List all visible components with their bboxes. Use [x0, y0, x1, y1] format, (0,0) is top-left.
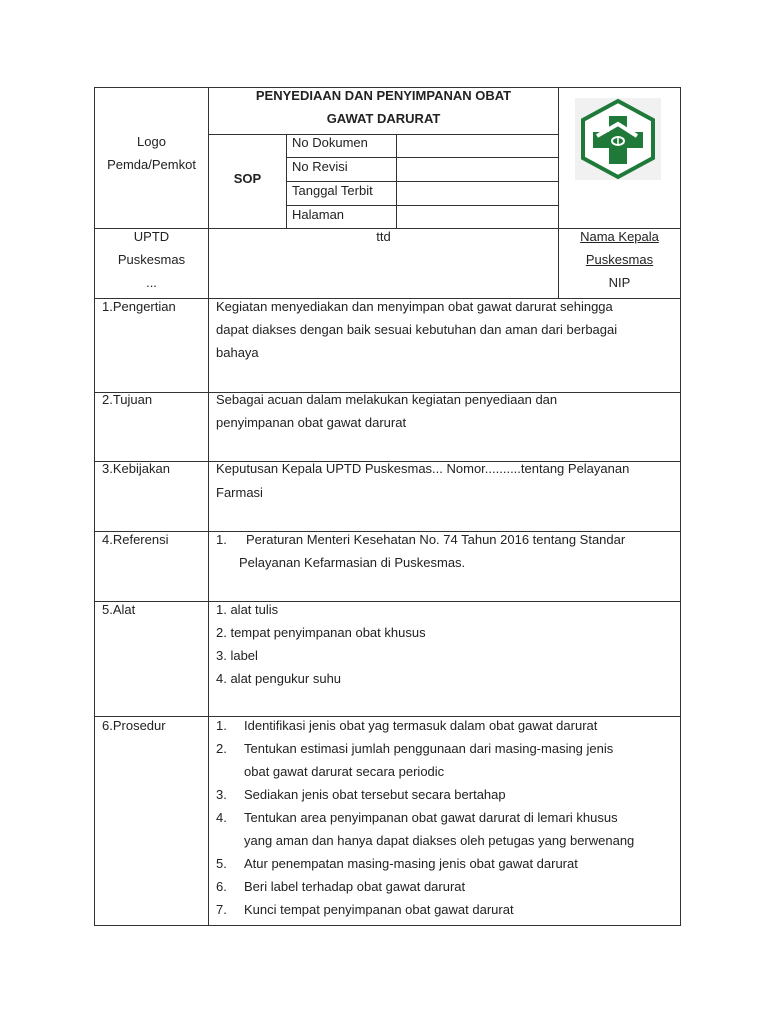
field-label-tanggal-terbit: Tanggal Terbit — [292, 183, 373, 198]
list-text: Beri label terhadap obat gawat darurat — [244, 879, 466, 894]
grid-line — [286, 157, 558, 158]
list-text: Tentukan area penyimpanan obat gawat darurat di lemari khusus — [244, 810, 618, 825]
section-label: 6.Prosedur — [102, 718, 166, 733]
head-name-line1: Nama Kepala — [580, 229, 659, 244]
doc-title-line2: GAWAT DARURAT — [326, 111, 441, 126]
grid-line — [286, 205, 558, 206]
list-number: 7. — [216, 902, 227, 917]
list-item — [216, 787, 676, 803]
section-text-line: Sebagai acuan dalam melakukan kegiatan penyediaan dan — [216, 392, 558, 407]
signature: ttd — [376, 229, 391, 244]
list-item — [216, 856, 676, 872]
section-label: 3.Kebijakan — [102, 461, 170, 476]
list-text: Identifikasi jenis obat yag termasuk dalam obat gawat darurat — [244, 718, 598, 733]
list-text: Atur penempatan masing-masing jenis obat gawat darurat — [244, 856, 578, 871]
section-text-line: Kegiatan menyediakan dan menyimpan obat gawat darurat sehingga — [216, 299, 613, 314]
grid-line — [680, 87, 681, 926]
section-text-line: Peraturan Menteri Kesehatan No. 74 Tahun 2016 tentang Standar — [246, 532, 626, 547]
section-label: 4.Referensi — [102, 532, 169, 547]
list-number: 2. — [216, 741, 227, 756]
field-label-no-revisi: No Revisi — [292, 159, 348, 174]
grid-line — [94, 716, 681, 717]
list-number: 6. — [216, 879, 227, 894]
section-label: 2.Tujuan — [102, 392, 153, 407]
list-item — [216, 741, 676, 757]
grid-line — [208, 134, 558, 135]
list-number: 5. — [216, 856, 227, 871]
list-text: yang aman dan hanya dapat diakses oleh petugas yang berwenang — [244, 833, 635, 848]
puskesmas-logo-icon — [575, 98, 661, 180]
puskesmas-line1: UPTD — [133, 229, 170, 244]
grid-line — [94, 925, 681, 926]
grid-line — [94, 87, 95, 926]
list-text: obat gawat darurat secara periodic — [244, 764, 445, 779]
list-item: 4. alat pengukur suhu — [216, 671, 342, 686]
field-label-no-dokumen: No Dokumen — [292, 135, 368, 150]
list-text: Kunci tempat penyimpanan obat gawat darurat — [244, 902, 514, 917]
list-item — [216, 879, 676, 895]
puskesmas-line3: ... — [146, 275, 157, 290]
list-number: 3. — [216, 787, 227, 802]
section-text-line: Farmasi — [216, 485, 263, 500]
field-label-halaman: Halaman — [292, 207, 345, 222]
list-item — [216, 718, 676, 734]
list-text: Tentukan estimasi jumlah penggunaan dari masing-masing jenis — [244, 741, 614, 756]
logo-label-line1: Logo — [137, 134, 166, 149]
list-item — [216, 810, 676, 826]
doc-title-line1: PENYEDIAAN DAN PENYIMPANAN OBAT — [255, 88, 512, 103]
section-text-line: Keputusan Kepala UPTD Puskesmas... Nomor..........tentang Pelayanan — [216, 461, 630, 476]
head-nip: NIP — [608, 275, 631, 290]
list-item: 1. alat tulis — [216, 602, 279, 617]
logo-label-line2: Pemda/Pemkot — [107, 157, 196, 172]
list-text: Sediakan jenis obat tersebut secara bertahap — [244, 787, 506, 802]
list-number: 4. — [216, 810, 227, 825]
list-number: 1. — [216, 718, 227, 733]
grid-line — [208, 87, 209, 926]
section-text-line: penyimpanan obat gawat darurat — [216, 415, 407, 430]
section-label: 1.Pengertian — [102, 299, 176, 314]
list-item: 3. label — [216, 648, 258, 663]
grid-line — [286, 181, 558, 182]
section-text-line: bahaya — [216, 345, 259, 360]
section-label: 5.Alat — [102, 602, 136, 617]
puskesmas-line2: Puskesmas — [117, 252, 186, 267]
section-text-line: Pelayanan Kefarmasian di Puskesmas. — [239, 555, 466, 570]
grid-line — [94, 601, 681, 602]
sop-label: SOP — [233, 171, 262, 186]
list-item — [216, 902, 676, 918]
head-name-line2: Puskesmas — [585, 252, 654, 267]
list-item: 2. tempat penyimpanan obat khusus — [216, 625, 426, 640]
section-text-line: dapat diakses dengan baik sesuai kebutuhan dan aman dari berbagai — [216, 322, 618, 337]
list-number: 1. — [216, 532, 227, 547]
